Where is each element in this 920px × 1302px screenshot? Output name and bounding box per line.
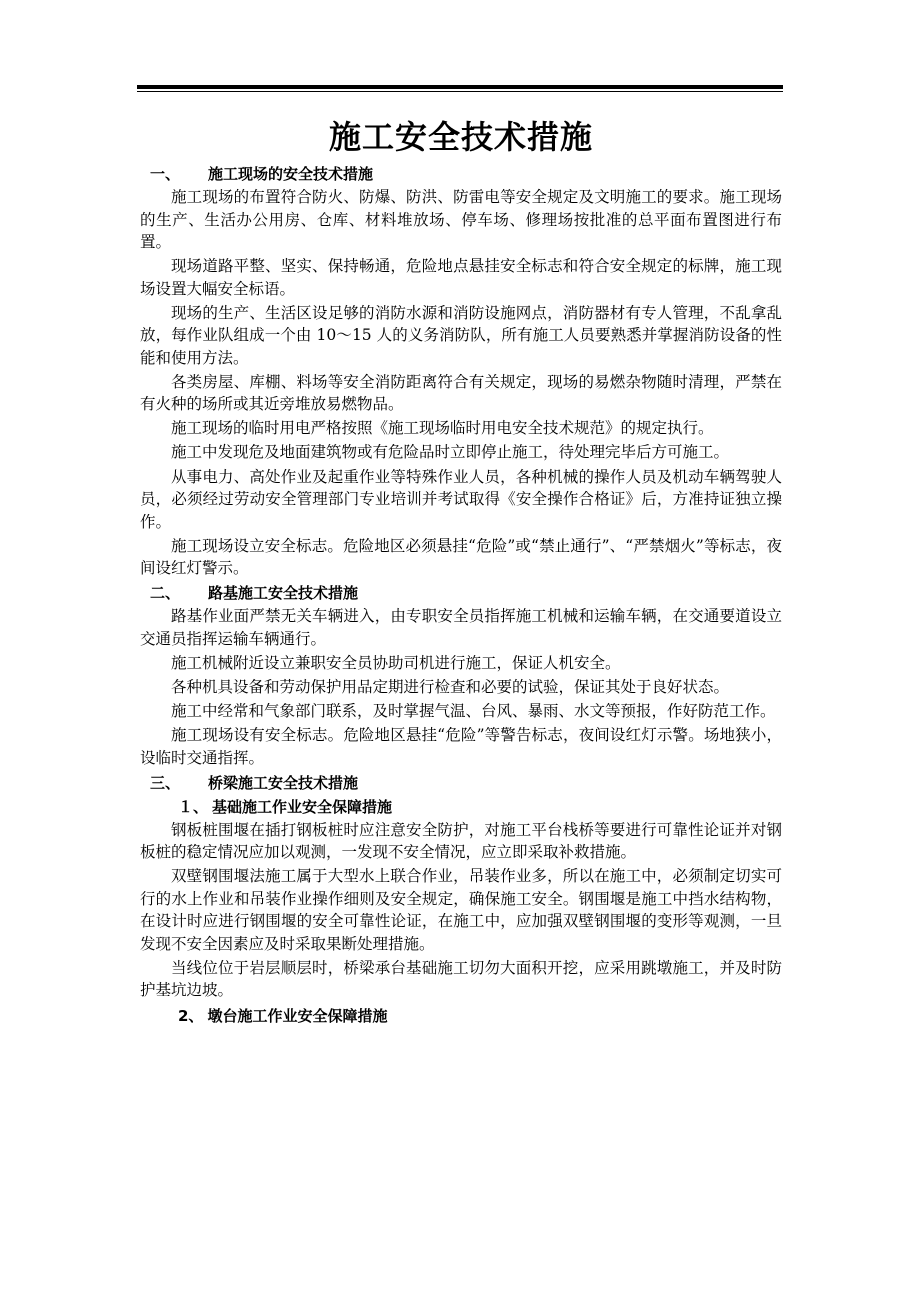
paragraph: 现场道路平整、坚实、保持畅通，危险地点悬挂安全标志和符合安全规定的标牌，施工现场设置大幅安全标语。 <box>140 257 782 298</box>
section-title: 桥梁施工安全技术措施 <box>208 773 359 792</box>
header-rule-thick <box>137 85 783 89</box>
subsection-number: 2、 <box>178 1006 204 1025</box>
paragraph: 各类房屋、库棚、料场等安全消防距离符合有关规定，现场的易燃杂物随时清理，严禁在有火种的场所或其近旁堆放易燃物品。 <box>140 372 782 414</box>
paragraph: 从事电力、高处作业及起重作业等特殊作业人员，各种机械的操作人员及机动车辆驾驶人员，必须经过劳动安全管理部门专业培训并考试取得《安全操作合格证》后，方准持证独立操作。 <box>140 467 782 531</box>
subsection-heading-3-1 <box>140 795 782 819</box>
section-number: 一、 <box>150 165 181 183</box>
paragraph: 路基作业面严禁无关车辆进入，由专职安全员指挥施工机械和运输车辆，在交通要道设立交通员指挥运输车辆通行。 <box>140 607 782 648</box>
section-title: 施工现场的安全技术措施 <box>208 165 374 183</box>
paragraph: 施工现场的布置符合防火、防爆、防洪、防雷电等安全规定及文明施工的要求。施工现场的生产、生活办公用房、仓库、材料堆放场、停车场、修理场按批准的总平面布置图进行布置。 <box>140 188 782 251</box>
paragraph: 施工现场设有安全标志。危险地区悬挂“危险”等警告标志，夜间设红灯示警。场地狭小，设临时交通指挥。 <box>140 726 782 767</box>
section-title: 路基施工安全技术措施 <box>208 584 359 603</box>
document-title: 施工安全技术措施 <box>328 118 593 156</box>
subsection-title: 基础施工作业安全保障措施 <box>212 797 393 816</box>
paragraph: 施工中经常和气象部门联系，及时掌握气温、台风、暴雨、水文等预报，作好防范工作。 <box>171 702 776 721</box>
paragraph: 当线位位于岩层顺层时，桥梁承台基础施工切勿大面积开挖，应采用跳墩施工，并及时防护基坑边坡。 <box>140 958 782 1000</box>
paragraph: 现场的生产、生活区设足够的消防水源和消防设施网点，消防器材有专人管理，不乱拿乱放，每作业队组成一个由 10～15 人的义务消防队，所有施工人员要熟悉并掌握消防设备的性能和使用方法。 <box>140 303 782 367</box>
paragraph: 双壁钢围堰法施工属于大型水上联合作业，吊装作业多，所以在施工中，必须制定切实可行的水上作业和吊装作业操作细则及安全规定，确保施工安全。钢围堰是施工中挡水结构物，在设计时应进行钢围堰的安全可靠性论证，在施工中，应加强双壁钢围堰的变形等观测，一旦发现不安全因素应及时采取果断处理措施。 <box>140 867 782 953</box>
document-body <box>140 116 782 1028</box>
subsection-number: １、 <box>178 797 209 816</box>
subsection-title: 墩台施工作业安全保障措施 <box>207 1006 388 1025</box>
paragraph: 施工现场设立安全标志。危险地区必须悬挂“危险”或“禁止通行”、“严禁烟火”等标志，夜间设红灯警示。 <box>140 536 782 578</box>
header-rule-thin <box>137 91 783 92</box>
section-heading-3 <box>140 771 782 795</box>
section-heading-2 <box>140 581 782 605</box>
paragraph: 施工现场的临时用电严格按照《施工现场临时用电安全技术规范》的规定执行。 <box>171 419 714 438</box>
paragraph: 施工中发现危及地面建筑物或有危险品时立即停止施工，待处理完毕后方可施工。 <box>171 443 730 462</box>
paragraph: 钢板桩围堰在插打钢板桩时应注意安全防护，对施工平台栈桥等要进行可靠性论证并对钢板桩的稳定情况应加以观测，一发现不安全情况，应立即采取补救措施。 <box>140 820 782 862</box>
section-number: 三、 <box>150 773 181 792</box>
paragraph: 施工机械附近设立兼职安全员协助司机进行施工，保证人机安全。 <box>171 653 621 672</box>
section-heading-1 <box>140 162 782 186</box>
subsection-heading-3-2 <box>140 1004 782 1028</box>
section-number: 二、 <box>150 584 181 603</box>
paragraph: 各种机具设备和劳动保护用品定期进行检查和必要的试验，保证其处于良好状态。 <box>171 677 730 696</box>
